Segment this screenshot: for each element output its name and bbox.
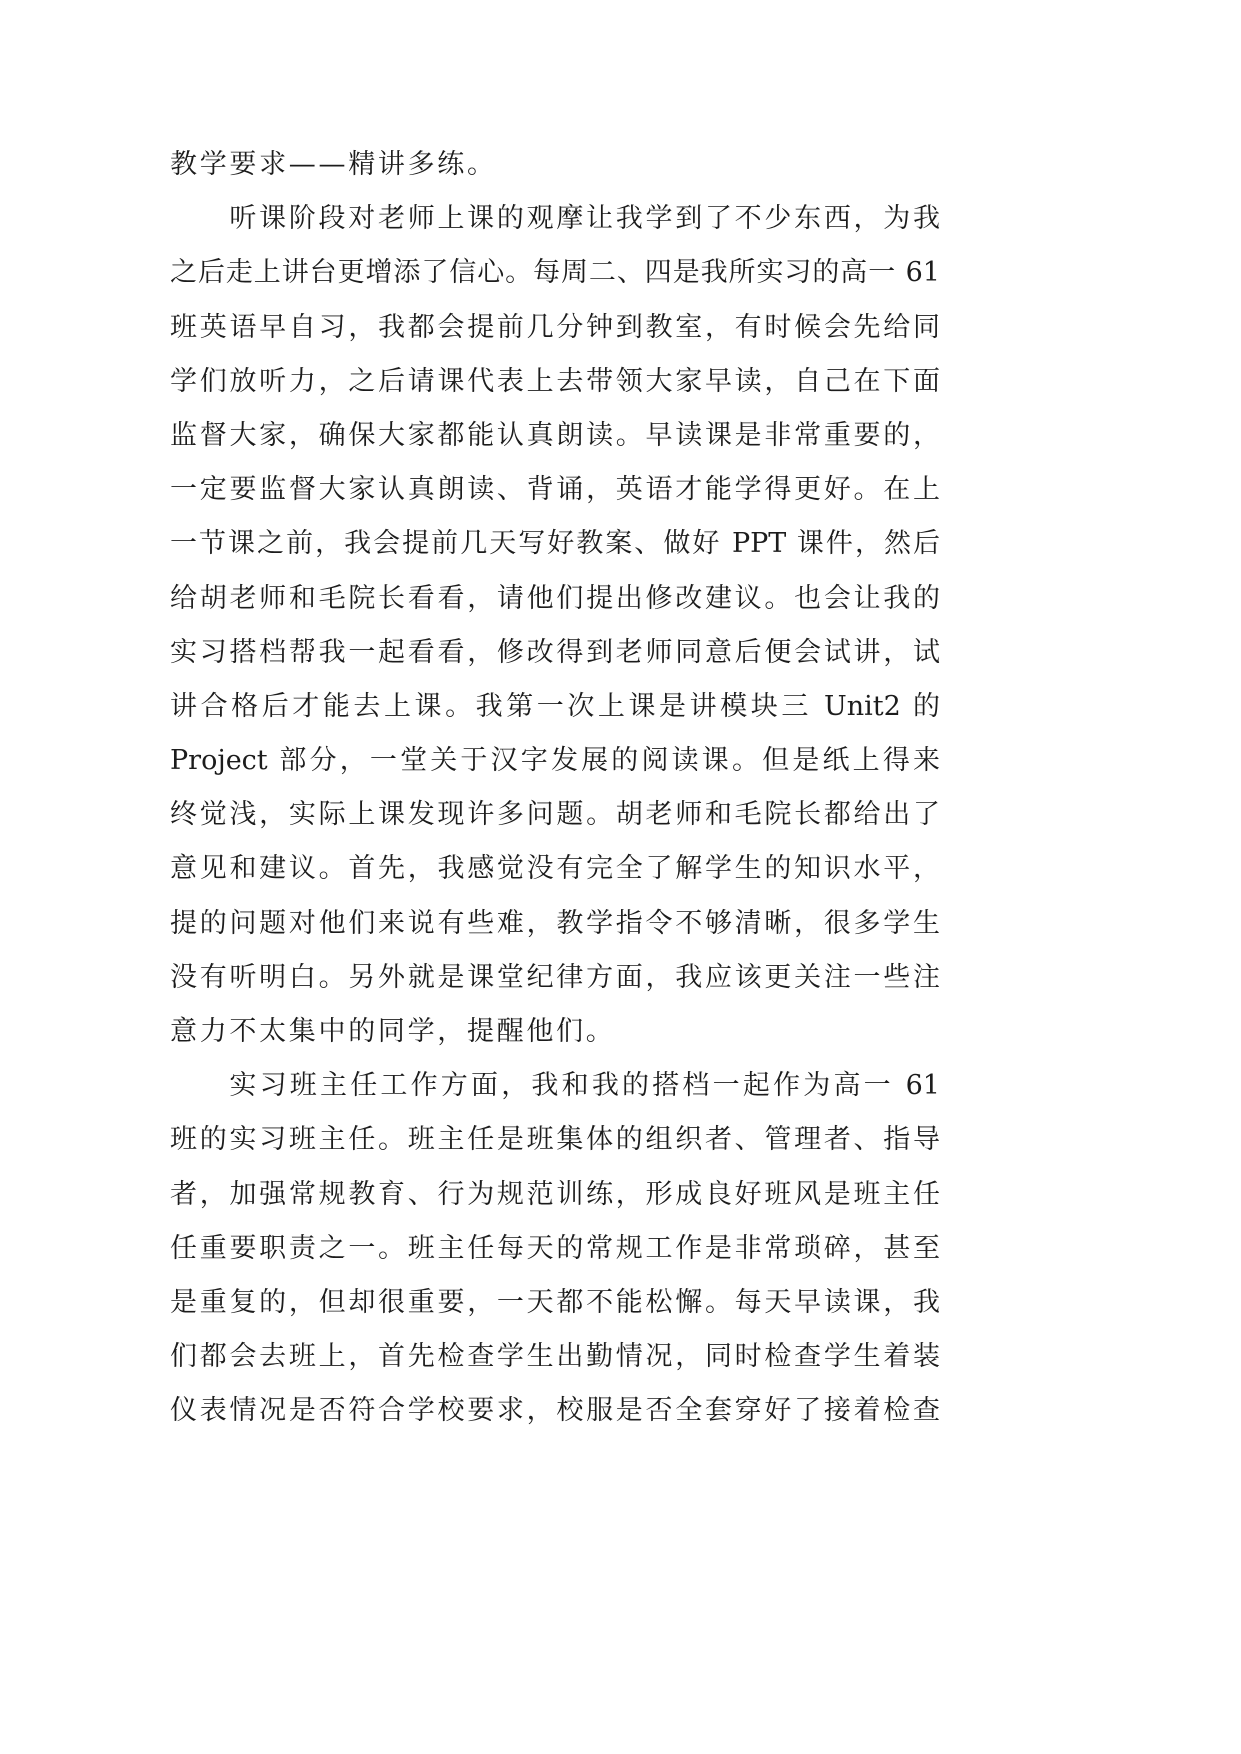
- text-line: 实习搭档帮我一起看看，修改得到老师同意后便会试讲，试: [170, 636, 940, 668]
- text-line: 终觉浅，实际上课发现许多问题。胡老师和毛院长都给出了: [170, 799, 940, 831]
- text-line: 仪表情况是否符合学校要求，校服是否全套穿好了接着检查: [170, 1395, 940, 1427]
- text-line: 一节课之前，我会提前几天写好教案、做好 PPT 课件，然后: [170, 528, 940, 560]
- text-line: 意见和建议。首先，我感觉没有完全了解学生的知识水平，: [170, 853, 940, 885]
- text-line: 提的问题对他们来说有些难，教学指令不够清晰，很多学生: [170, 907, 940, 939]
- text-line: 实习班主任工作方面，我和我的搭档一起作为高一 61: [229, 1070, 940, 1102]
- text-line: 监督大家，确保大家都能认真朗读。早读课是非常重要的，: [170, 419, 940, 451]
- text-line: 是重复的，但却很重要，一天都不能松懈。每天早读课，我: [170, 1286, 940, 1318]
- text-line: 一定要监督大家认真朗读、背诵，英语才能学得更好。在上: [170, 474, 940, 506]
- text-line: Project 部分，一堂关于汉字发展的阅读课。但是纸上得来: [170, 745, 940, 777]
- text-line: 任重要职责之一。班主任每天的常规工作是非常琐碎，甚至: [170, 1232, 940, 1264]
- text-line: 没有听明白。另外就是课堂纪律方面，我应该更关注一些注: [170, 961, 940, 993]
- text-line: 者，加强常规教育、行为规范训练，形成良好班风是班主任: [170, 1178, 940, 1210]
- text-line: 讲合格后才能去上课。我第一次上课是讲模块三 Unit2 的: [170, 690, 940, 722]
- text-line: 班的实习班主任。班主任是班集体的组织者、管理者、指导: [170, 1124, 940, 1156]
- paragraph-class-teacher-work: [170, 1059, 940, 1438]
- paragraph-lecture-observation: [170, 192, 940, 1059]
- text-line: 班英语早自习，我都会提前几分钟到教室，有时候会先给同: [170, 311, 940, 343]
- text-line: 们都会去班上，首先检查学生出勤情况，同时检查学生着装: [170, 1341, 940, 1373]
- text-line: 教学要求——精讲多练。: [170, 149, 497, 180]
- text-line: 给胡老师和毛院长看看，请他们提出修改建议。也会让我的: [170, 582, 940, 614]
- text-line: 之后走上讲台更增添了信心。每周二、四是我所实习的高一 61: [170, 257, 940, 289]
- body-text: [170, 138, 940, 1439]
- text-line: 听课阶段对老师上课的观摩让我学到了不少东西，为我: [229, 203, 940, 235]
- paragraph-continuation: [170, 138, 940, 192]
- text-line: 学们放听力，之后请课代表上去带领大家早读，自己在下面: [170, 365, 940, 397]
- text-line: 意力不太集中的同学，提醒他们。: [170, 1016, 616, 1047]
